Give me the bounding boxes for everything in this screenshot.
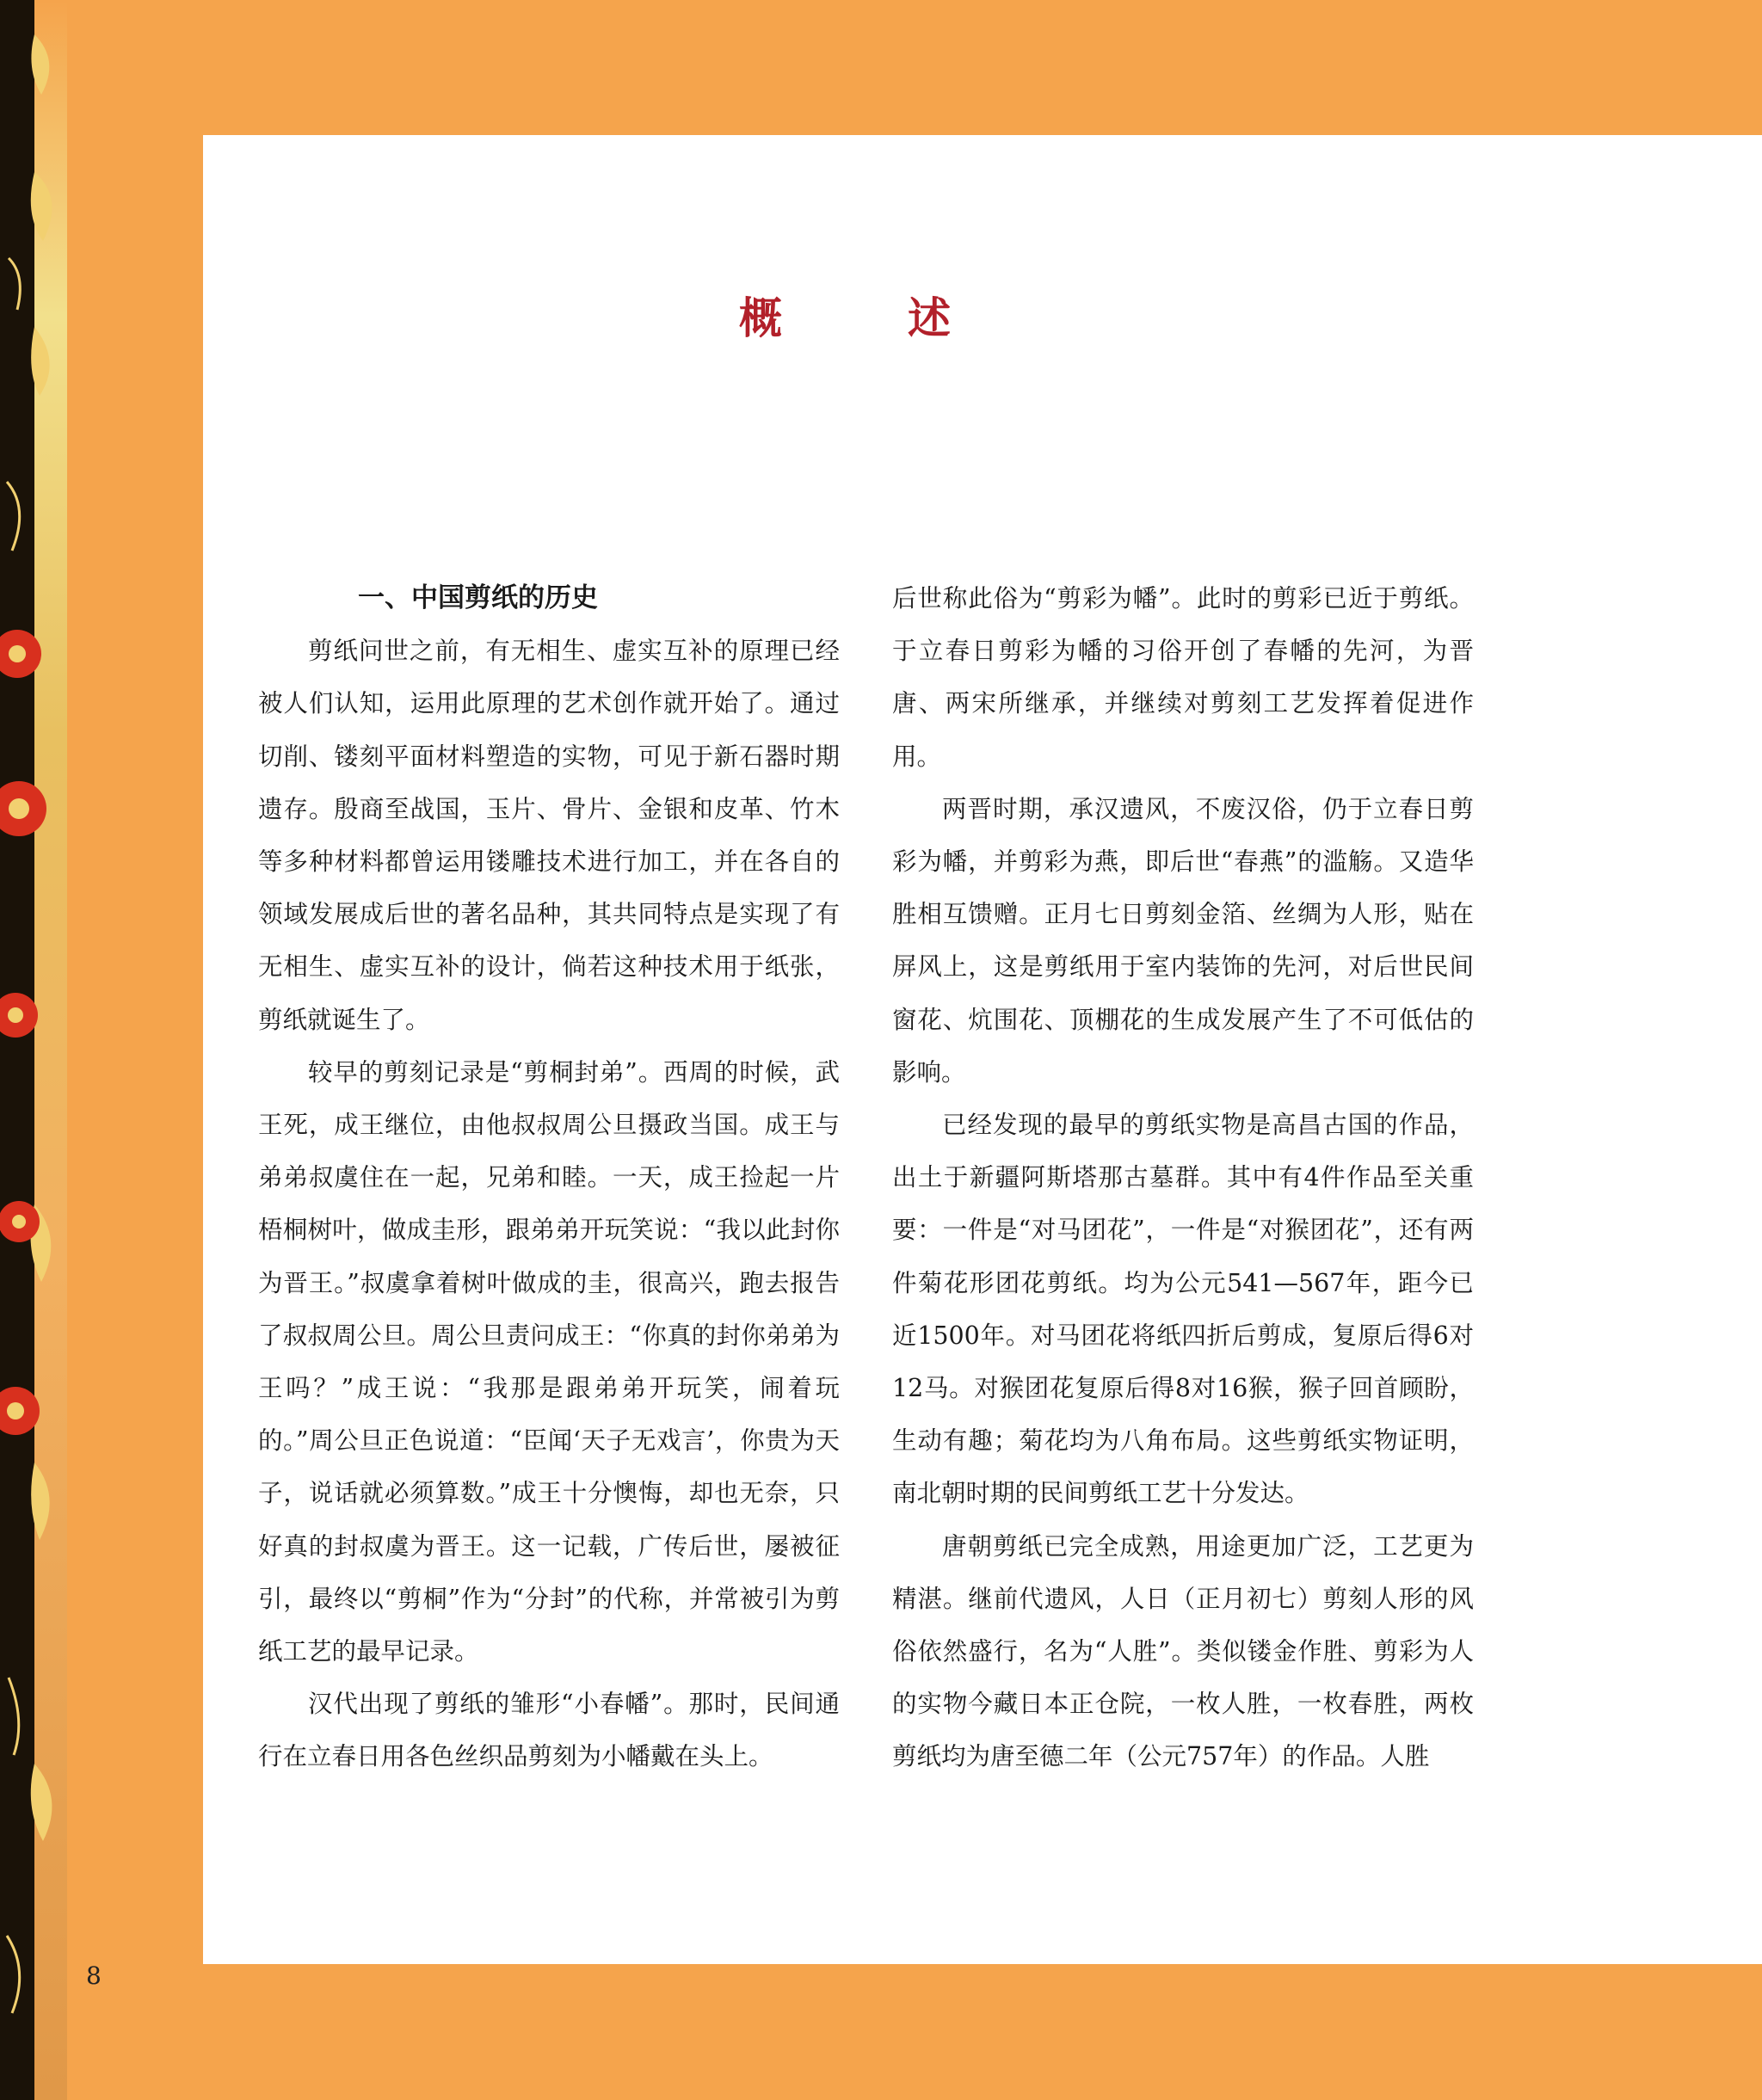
paragraph: 已经发现的最早的剪纸实物是高昌古国的作品，出土于新疆阿斯塔那古墓群。其中有4件作品至关重要：一件是“对马团花”，一件是“对猴团花”，还有两件菊花形团花剪纸。均为公元541—567年，距今已近1500年。对马团花将纸四折后剪成，复原后得6对12马。对猴团花复原后得8对16猴，猴子回首顾盼，生动有趣；菊花均为八角布局。这些剪纸实物证明，南北朝时期的民间剪纸工艺十分发达。 bbox=[892, 1111, 1474, 1508]
papercut-decoration-strip bbox=[0, 0, 67, 2100]
page-number: 8 bbox=[86, 1961, 102, 1990]
paragraph: 唐朝剪纸已完全成熟，用途更加广泛，工艺更为精湛。继前代遗风，人日（正月初七）剪刻人形的风俗依然盛行，名为“人胜”。类似镂金作胜、剪彩为人的实物今藏日本正仓院，一枚人胜，一枚春胜，两枚剪纸均为唐至德二年（公元757年）的作品。人胜 bbox=[892, 1531, 1474, 1771]
paragraph: 汉代出现了剪纸的雏形“小春幡”。那时，民间通行在立春日用各色丝织品剪刻为小幡戴在头上。 bbox=[258, 1690, 840, 1771]
paragraph-continuation: 后世称此俗为“剪彩为幡”。此时的剪彩已近于剪纸。于立春日剪彩为幡的习俗开创了春幡的先河，为晋唐、两宋所继承，并继续对剪刻工艺发挥着促进作用。 bbox=[892, 584, 1474, 771]
content-page bbox=[203, 135, 1762, 1964]
paragraph: 较早的剪刻记录是“剪桐封弟”。西周的时候，武王死，成王继位，由他叔叔周公旦摄政当国。成王与弟弟叔虞住在一起，兄弟和睦。一天，成王捡起一片梧桐树叶，做成圭形，跟弟弟开玩笑说：“我以此封你为晋王。”叔虞拿着树叶做成的圭，很高兴，跑去报告了叔叔周公旦。周公旦责问成王：“你真的封你弟弟为王吗？”成王说：“我那是跟弟弟开玩笑，闹着玩的。”周公旦正色说道：“臣闻‘天子无戏言’，你贵为天子，说话就必须算数。”成王十分懊悔，却也无奈，只好真的封叔虞为晋王。这一记载，广传后世，屡被征引，最终以“剪桐”作为“分封”的代称，并常被引为剪纸工艺的最早记录。 bbox=[258, 1057, 840, 1666]
page-title: 概 述 bbox=[739, 293, 992, 343]
paragraph: 剪纸问世之前，有无相生、虚实互补的原理已经被人们认知，运用此原理的艺术创作就开始了。通过切削、镂刻平面材料塑造的实物，可见于新石器时期遗存。殷商至战国，玉片、骨片、金银和皮革、竹木等多种材料都曾运用镂雕技术进行加工，并在各自的领域发展成后世的著名品种，其共同特点是实现了有无相生、虚实互补的设计，倘若这种技术用于纸张，剪纸就诞生了。 bbox=[258, 637, 840, 1034]
paragraph: 两晋时期，承汉遗风，不废汉俗，仍于立春日剪彩为幡，并剪彩为燕，即后世“春燕”的滥觞。又造华胜相互馈赠。正月七日剪刻金箔、丝绸为人形，贴在屏风上，这是剪纸用于室内装饰的先河，对后世民间窗花、炕围花、顶棚花的生成发展产生了不可低估的影响。 bbox=[892, 794, 1474, 1087]
left-column bbox=[258, 572, 840, 1783]
section-heading: 一、中国剪纸的历史 bbox=[358, 582, 598, 613]
right-column bbox=[892, 572, 1474, 1783]
